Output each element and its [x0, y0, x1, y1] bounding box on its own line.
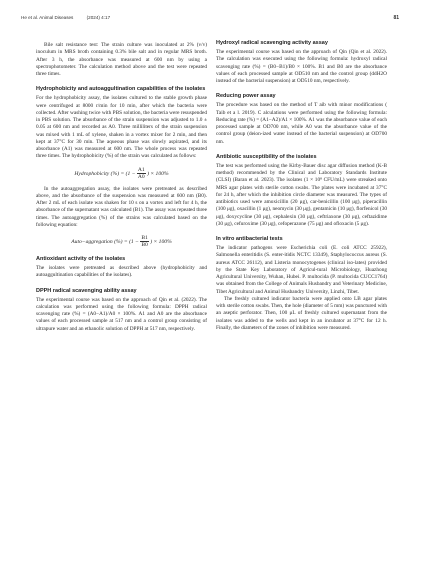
eq1-denominator: A0 — [137, 173, 145, 180]
reducing-power-paragraph: The procedure was based on the method of T aib with minor modifications ( Taib et a l. 2019). C alculations were performed using the following formula: Reducing rate (%) = (A1−A2)/A1 × 100%. A1 was the absorbance value of each processed sample at OD700 nm, while A0 was the absorbance value of the control group (deion-ized water instead of the bacterial suspension) at OD700 nm. — [216, 102, 387, 145]
eq1-lhs: Hydrophobicity (%) = (1 − — [74, 170, 136, 177]
eq2-denominator: B0 — [141, 242, 148, 248]
running-header — [21, 15, 122, 20]
dpph-paragraph: The experimental course was based on the approach of Qin et al. (2022). The calculation was performed using the following formula: DPPH radical scavenging rate (%) = (A0−A1)/A0 × 100%. A1 and A0 are the absorbance values of each processed sample at 517 nm and a control group consisting of ultrapure water and an ethanolic solution of DPPH at 517 nm, respectively. — [36, 296, 207, 332]
invitro-heading: In vitro antibacterial tests — [216, 236, 283, 242]
antioxidant-paragraph: The isolates were pretreated as described above (hydrophobicity and autoaggultination capabilities of the isolates). — [36, 265, 207, 279]
dpph-heading: DPPH radical scavenging ability assay — [36, 287, 137, 294]
eq1-numerator: A1 — [137, 166, 145, 173]
antibiotic-heading: Antibiotic susceptibility of the isolates — [216, 153, 317, 160]
right-column — [216, 40, 387, 332]
page-number: 81 — [393, 15, 399, 21]
autoaggregation-paragraph: In the autoaggregation assay, the isolates were pretreated as described above, and the absorbance of the suspension was measured at 600 nm (B0). After 2 mL of each isolate was shaken for 10 s on a vortex and left for 4 h, the absorbance of the supernatant was calculated (B1). The assay was repeated three times. The autoaggregation (%) of the strains was calculated based on the following equation: — [36, 185, 207, 228]
left-column — [36, 42, 207, 333]
eq2-fraction — [140, 235, 149, 248]
eq1-fraction — [137, 167, 146, 180]
header-authors: He et al. Animal Diseases — [21, 15, 74, 20]
hydrophobicity-paragraph: For the hydrophobicity assay, the isolates cultured to the stable growth phase were centrifuged at 8000 r/min for 10 min, after which the bacteria were collected. After washing twice with PBS solution, the bacteria were resuspended in PBS solution. The absorbance of the strain suspension was adjusted to 1.0 ± 0.05 at 600 nm and recorded as A0. Three milliliters of the strain suspension was mixed with 1 mL of xylene, shaken in a vortex mixer for 2 min, and then kept at 37°C for 30 min. The aqueous phase was slowly aspirated, and its absorbance (A1) was measured at 600 nm. The whole process was repeated three times. The hydrophobicity (%) of the strain was calculated as follows: — [36, 95, 207, 160]
hydrophobicity-equation — [36, 167, 207, 180]
eq2-lhs: Auto−aggregation (%) = (1 − — [71, 238, 139, 245]
hydroxyl-paragraph: The experimental course was based on the approach of Qin (Qin et al. 2022). The calculation was executed using the following formula: hydroxyl radical scavenging rate (%) = (B0−B1)/B0 × 100%. B1 and B0 are the absorbance values of each processed sample at OD510 nm and the control group (ddH2O instead of the bacterial suspension) at OD510 nm, respectively. — [216, 49, 387, 84]
invitro-paragraph-2: The freshly cultured indicator bacteria were applied onto LB agar plates with sterile cotton swabs. Then, the hole (diameter of 5 mm) was punctured with an aseptic perforator. Then, 100 μL of freshly cultured supernatant from the isolates was added to the wells and kept in an incubator at 37°C for 12 h. Finally, the diameters of the zones of inhibition were measured. — [216, 295, 387, 331]
autoaggregation-equation — [36, 235, 207, 248]
hydrophobicity-heading: Hydrophobicity and autoaggultination capabilities of the isolates — [36, 86, 206, 93]
invitro-paragraph: The indicator pathogens were Escherichia coli (E. coli ATCC 25922), Salmonella enteritidis (S. enter-itidis NCTC 13349), Staphylococcus aureus (S. aureus ATCC 26112), and Listeria monocytogenes (clinical iso-lates) provided by the State Key Laboratory of Agricul-tural Microbiology, Huazhong Agricultural University, Wuhan, Hubei. P. multocida (P. multocida CUCC1764) was obtained from the College of Animals Husbandry and Veterinary Medicine, Tibet Agricultural and Animal Husbandry University, Linzhi, Tibet. — [216, 245, 387, 295]
eq2-numerator: B1 — [141, 235, 148, 241]
eq1-rhs: ) × 100% — [147, 170, 169, 177]
hydroxyl-heading: Hydroxyl radical scavenging activity assay — [216, 40, 328, 46]
eq2-rhs: ) × 100% — [150, 238, 172, 245]
antioxidant-heading: Antioxidant activity of the isolates — [36, 256, 126, 262]
header-year-volume: (2024) 4:17 — [86, 15, 111, 20]
reducing-power-heading: Reducing power assay — [216, 93, 276, 100]
bile-salt-paragraph: Bile salt resistance test: The strain culture was inoculated at 2% (v/v) inoculum in MRS broth containing 0.3% bile salt and in regular MRS broth. After 3 h, the absorbance was measured at 600 nm by using a spectrophotometer. The calculation method above and the test were repeated three times. — [36, 42, 207, 77]
antibiotic-paragraph: The test was performed using the Kirby-Bauer disc agar diffusion method (K-B method) recommended by the Clinical and Laboratory Standards Institute (CLSI) (Baran et al. 2023). The isolates (1 × 10⁸ CFU/mL) were streaked onto MRS agar plates with sterile cotton swabs. The plates were incubated at 37°C for 24 h, after which the inhibition circle diameter was measured. The types of antibiotics used were amoxicillin (20 μg), car-benicillin (100 μg), piperacillin (100 μg), oxacillin (1 μg), neomycin (30 μg), gentamicin (10 μg), florfenicol (30 μg), doxycycline (30 μg), cephalexin (30 μg), ceftriaxone (30 μg), ceftazidime (30 μg), cefuroxime (30 μg), cefoperazone (75 μg) and ofloxacin (5 μg). — [216, 162, 387, 227]
